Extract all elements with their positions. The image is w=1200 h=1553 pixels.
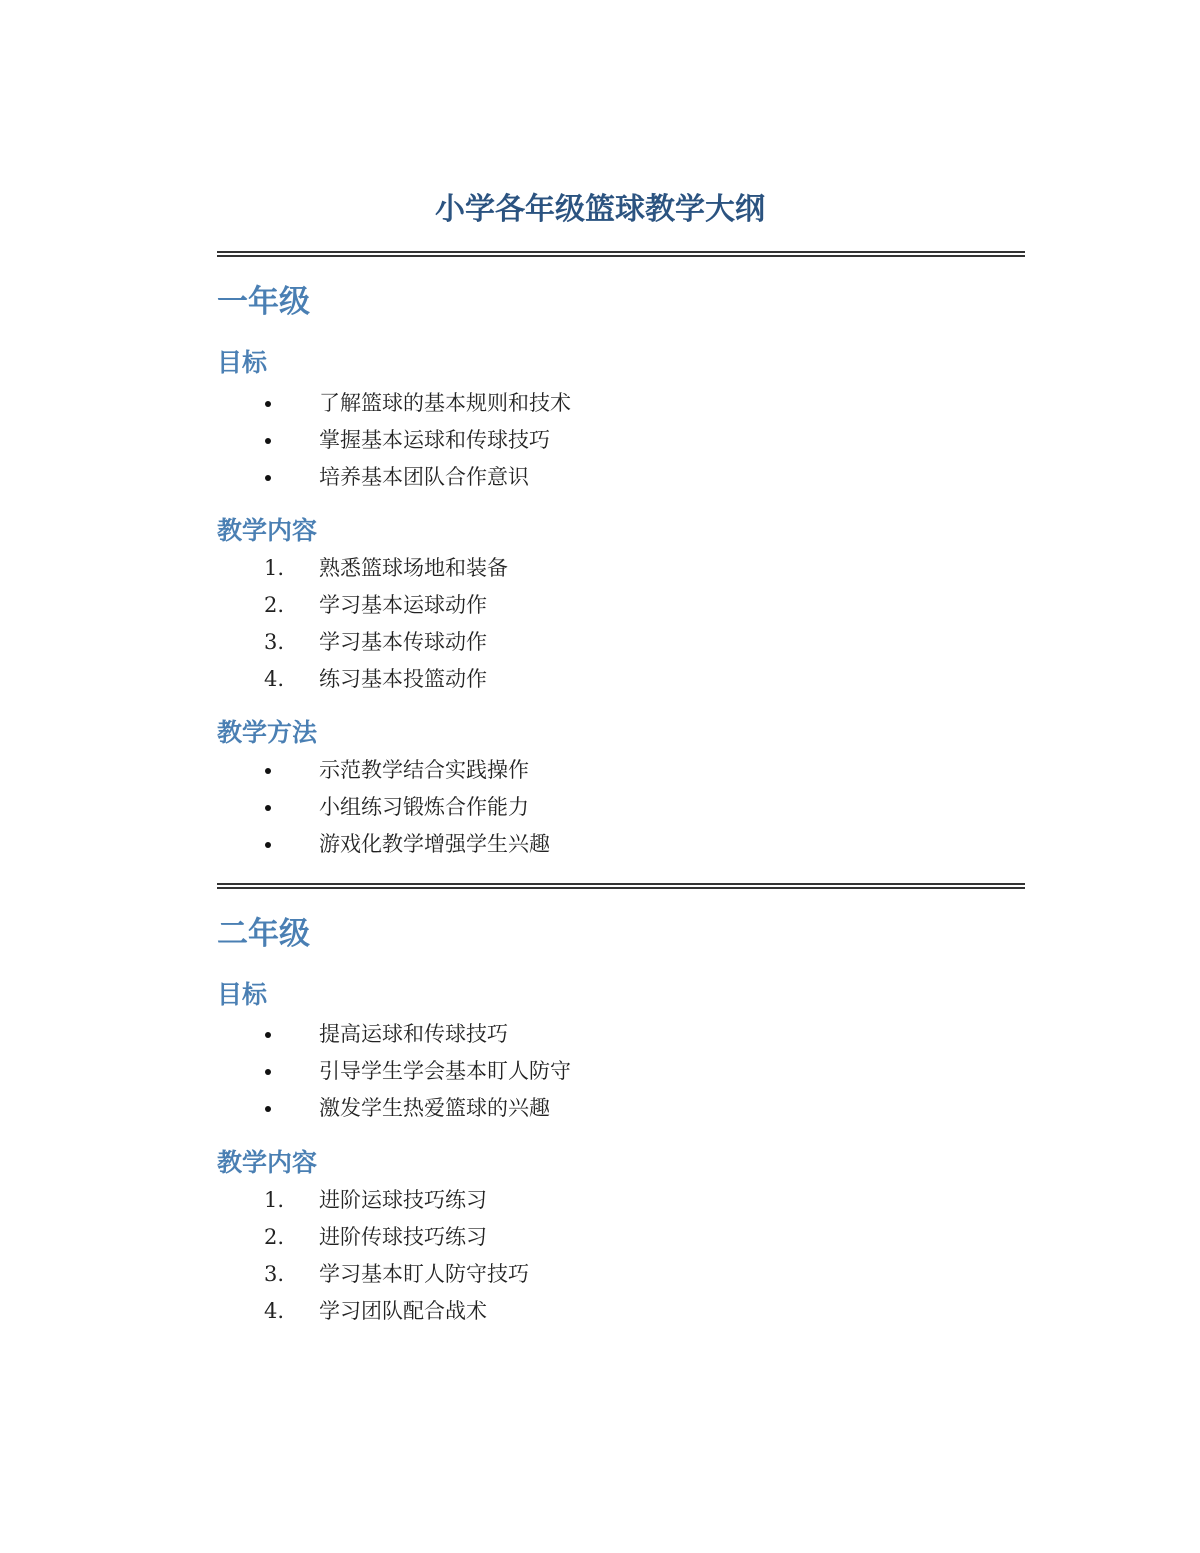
item-number: 1. (264, 556, 285, 580)
bullet-icon (265, 438, 271, 444)
item-number: 4. (264, 667, 285, 691)
bullet-icon (265, 1069, 271, 1075)
goals-heading-1: 目标 (217, 348, 268, 377)
item-number: 1. (264, 1188, 285, 1212)
item-number: 3. (264, 1262, 285, 1286)
bullet-icon (265, 1032, 271, 1038)
section-divider (217, 883, 1025, 889)
item-number: 2. (264, 593, 285, 617)
item-number: 3. (264, 630, 285, 654)
goals-heading-2: 目标 (217, 980, 268, 1009)
bullet-icon (265, 842, 271, 848)
document-page: 小学各年级篮球教学大纲 一年级 目标 了解篮球的基本规则和技术 掌握基本运球和传球技巧 培养基本团队合作意识 教学内容 1. 熟悉篮球场地和装备 2. 学习基本运球动作 3. 学习基本传球动作 4. 练习基本投篮动作 教学方法 示范教学结合实践操作 小组练习锻炼合作能力 游戏化教学增强学生兴趣 二年级 目标 提高运球和传球技巧 引导学生学会基本盯人防守 激发学生热爱篮球的兴趣 教学内容 1. 进阶运球技巧练习 2. 进阶传球技巧练习 3. 学习基本盯人防守技巧 4. 学习团队配合战术 (0, 0, 1200, 1553)
content-heading-1: 教学内容 (217, 516, 318, 545)
methods-heading-1: 教学方法 (217, 718, 318, 747)
bullet-icon (265, 1106, 271, 1112)
document-title: 小学各年级篮球教学大纲 (435, 192, 765, 227)
content-heading-2: 教学内容 (217, 1148, 318, 1177)
section-divider (217, 251, 1025, 257)
bullet-icon (265, 475, 271, 481)
bullet-icon (265, 805, 271, 811)
grade-heading-1: 一年级 (217, 284, 310, 320)
item-number: 2. (264, 1225, 285, 1249)
item-number: 4. (264, 1299, 285, 1323)
grade-heading-2: 二年级 (217, 916, 310, 952)
bullet-icon (265, 401, 271, 407)
bullet-icon (265, 768, 271, 774)
